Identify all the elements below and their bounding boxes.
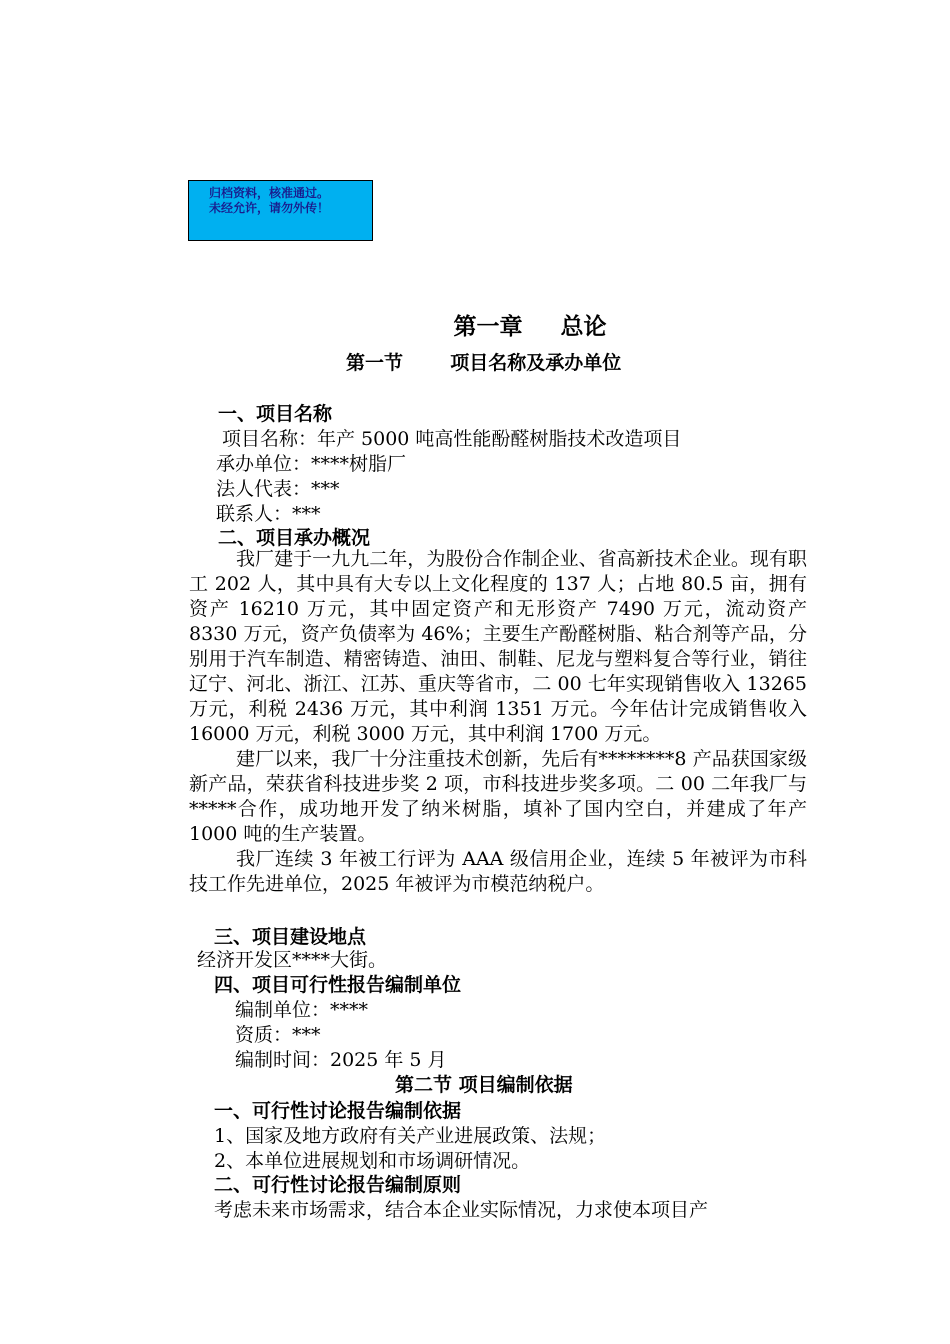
part-4-heading: 四、项目可行性报告编制单位 xyxy=(214,974,462,996)
stamp-line-2: 未经允许，请勿外传！ xyxy=(209,201,330,215)
section-2-title: 第二节 项目编制依据 xyxy=(395,1074,573,1096)
basis-item-2: 2、本单位进展规划和市场调研情况。 xyxy=(214,1150,531,1172)
overview-para-1: 我厂建于一九九二年，为股份合作制企业、省高新技术企业。现有职工 202 人，其中具有大专以上文化程度的 137 人；占地 80.5 亩，拥有资产 16210 万元，其中固定资产和无形资产 7490 万元，流动资产 8330 万元，资产负债率为 46%；主要生产酚醛树脂、粘合剂等产品，分别用于汽车制造、精密铸造、油田、制鞋、尼龙与塑料复合等行业，销往辽宁、河北、浙江、江苏、重庆等省市，二 00 七年实现销售收入 13265 万元，利税 2436 万元，其中利润 1351 万元。今年估计完成销售收入 16000 万元，利税 3000 万元，其中利润 1700 万元。 xyxy=(189,548,807,745)
section-1-title xyxy=(346,348,621,375)
compiler-unit-line: 编制单位：**** xyxy=(235,999,369,1021)
legal-rep-line: 法人代表：*** xyxy=(216,478,340,500)
part-2-heading: 二、项目承办概况 xyxy=(218,527,371,549)
section-1-number: 第一节 xyxy=(346,352,404,374)
compile-time-line: 编制时间：2025 年 5 月 xyxy=(235,1049,447,1071)
contact-line: 联系人：*** xyxy=(216,503,321,525)
basis-item-1: 1、国家及地方政府有关产业进展政策、法规； xyxy=(214,1125,607,1147)
basis-heading: 一、可行性讨论报告编制依据 xyxy=(214,1100,462,1122)
principle-heading: 二、可行性讨论报告编制原则 xyxy=(214,1174,462,1196)
overview-para-3: 我厂连续 3 年被工行评为 AAA 级信用企业，连续 5 年被评为市科技工作先进单位，2025 年被评为市模范纳税户。 xyxy=(189,848,807,895)
location-line: 经济开发区****大街。 xyxy=(197,949,388,971)
chapter-title: 第一章 总论 xyxy=(453,314,607,340)
unit-line: 承办单位：****树脂厂 xyxy=(216,453,407,475)
part-3-heading: 三、项目建设地点 xyxy=(214,926,367,948)
qualification-line: 资质：*** xyxy=(235,1024,321,1046)
overview-para-2: 建厂以来，我厂十分注重技术创新，先后有********8 产品获国家级新产品，荣获省科技进步奖 2 项，市科技进步奖多项。二 00 二年我厂与*****合作，成功地开发了纳米树脂，填补了国内空白，并建成了年产 1000 吨的生产装置。 xyxy=(189,748,807,845)
project-name-line: 项目名称：年产 5000 吨高性能酚醛树脂技术改造项目 xyxy=(222,428,682,450)
stamp-line-1: 归档资料，核准通过。 xyxy=(209,186,330,200)
principle-text: 考虑未来市场需求，结合本企业实际情况，力求使本项目产 xyxy=(214,1199,709,1221)
overview-paragraphs xyxy=(189,547,807,897)
part-1-heading: 一、项目名称 xyxy=(218,403,333,425)
section-1-name: 项目名称及承办单位 xyxy=(450,352,622,374)
archive-stamp xyxy=(188,180,373,241)
